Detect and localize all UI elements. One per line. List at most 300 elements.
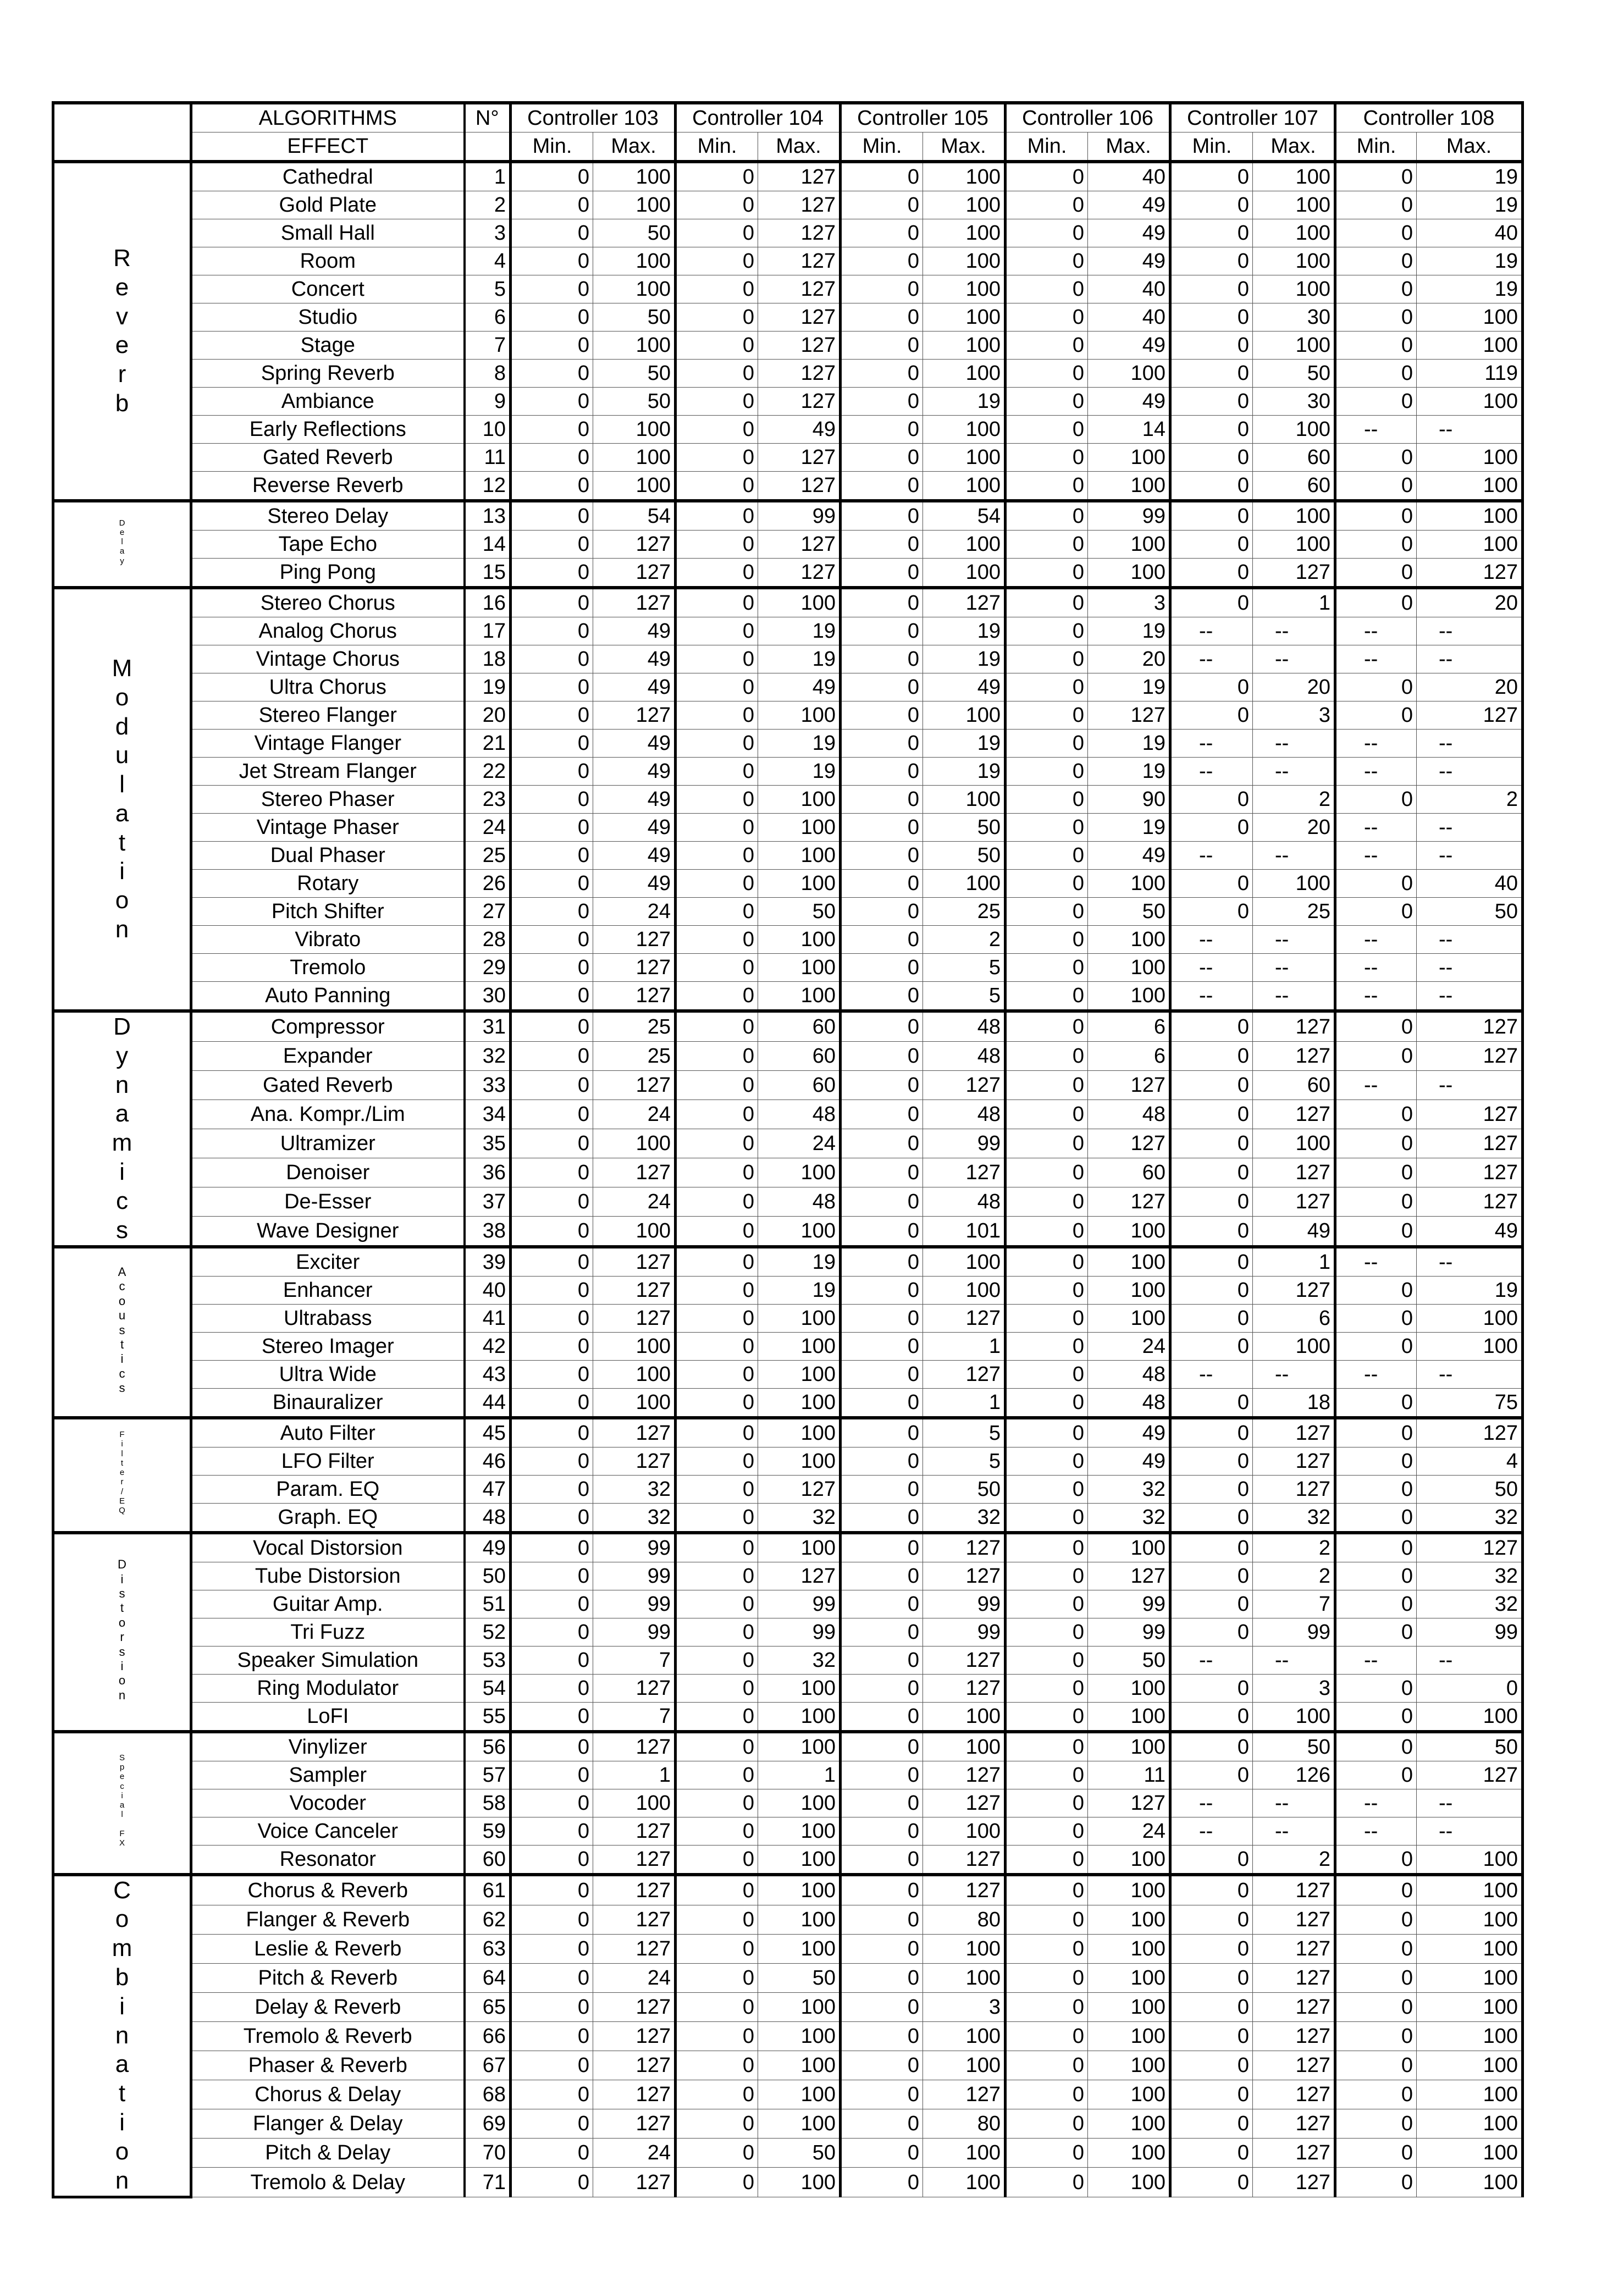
min-value-c107: 0 (1170, 2051, 1253, 2080)
min-value-c108: 0 (1335, 1099, 1417, 1129)
effect-name: Binauralizer (191, 1388, 465, 1418)
table-body (53, 162, 1523, 2197)
table-row (53, 1187, 1523, 1216)
min-value-c105: 0 (841, 303, 923, 331)
max-value-c107: 99 (1253, 1618, 1335, 1646)
max-value-c105: 127 (923, 1761, 1006, 1789)
max-value-c108: 100 (1417, 444, 1523, 472)
max-value-c107: -- (1253, 1360, 1335, 1388)
max-value-c103: 127 (593, 2168, 676, 2197)
max-value-c104: 24 (758, 1129, 841, 1158)
max-value-c108: 100 (1417, 2109, 1523, 2139)
max-value-c104: 19 (758, 1276, 841, 1304)
category-label: R e v e r b (113, 245, 131, 417)
min-value-c105: 0 (841, 1447, 923, 1475)
min-value-c108: 0 (1335, 2022, 1417, 2051)
min-value-c105: 0 (841, 2109, 923, 2139)
table-row (53, 842, 1523, 870)
max-value-c108: 100 (1417, 501, 1523, 531)
table-row (53, 1817, 1523, 1845)
max-value-c105: 100 (923, 1702, 1006, 1732)
category-label: D i s t o r s i o n (118, 1557, 126, 1702)
min-value-c108: 0 (1335, 1934, 1417, 1963)
max-value-c104: 49 (758, 673, 841, 701)
min-value-c104: 0 (676, 1845, 758, 1875)
max-value-c107: 30 (1253, 388, 1335, 416)
max-value-c105: 127 (923, 1875, 1006, 1905)
category-cell (53, 162, 191, 501)
effect-name: De-Esser (191, 1187, 465, 1216)
max-value-c108: 100 (1417, 1875, 1523, 1905)
max-value-c104: 100 (758, 1934, 841, 1963)
effect-name: LFO Filter (191, 1447, 465, 1475)
min-value-c104: 0 (676, 219, 758, 247)
min-value-c108: 0 (1335, 1562, 1417, 1590)
effect-name: Stereo Chorus (191, 588, 465, 617)
min-value-c106: 0 (1006, 1475, 1088, 1503)
effect-name: Reverse Reverb (191, 472, 465, 501)
min-value-c107: 0 (1170, 1618, 1253, 1646)
min-value-c108: 0 (1335, 1276, 1417, 1304)
max-value-c107: -- (1253, 730, 1335, 758)
max-value-c106: 50 (1088, 1646, 1170, 1674)
max-value-c103: 24 (593, 898, 676, 926)
min-value-c104: 0 (676, 1646, 758, 1674)
corner-cell (53, 103, 191, 162)
min-value-c107: 0 (1170, 331, 1253, 360)
max-value-c106: 100 (1088, 1875, 1170, 1905)
effect-number: 27 (465, 898, 511, 926)
table-row (53, 2022, 1523, 2051)
min-value-c106: 0 (1006, 842, 1088, 870)
effect-name: Pitch & Reverb (191, 1963, 465, 1992)
effect-name: Chorus & Reverb (191, 1875, 465, 1905)
min-value-c105: 0 (841, 1011, 923, 1042)
effect-name: Delay & Reverb (191, 1992, 465, 2021)
effect-name: Auto Filter (191, 1418, 465, 1447)
min-value-c105: 0 (841, 842, 923, 870)
min-value-c106: 0 (1006, 275, 1088, 303)
max-value-c106: 127 (1088, 1562, 1170, 1590)
max-value-c107: 100 (1253, 1332, 1335, 1360)
min-value-c107: -- (1170, 617, 1253, 645)
min-value-c108: -- (1335, 1247, 1417, 1277)
max-value-c108: -- (1417, 1817, 1523, 1845)
max-value-c108: 127 (1417, 1158, 1523, 1187)
effect-header: EFFECT (191, 132, 465, 162)
max-value-c103: 127 (593, 926, 676, 954)
min-value-c105: 0 (841, 645, 923, 673)
max-value-c104: 127 (758, 219, 841, 247)
min-value-c108: 0 (1335, 870, 1417, 898)
min-value-c106: 0 (1006, 360, 1088, 388)
min-value-c103: 0 (511, 1418, 593, 1447)
min-value-c104: 0 (676, 303, 758, 331)
min-value-c104: 0 (676, 2168, 758, 2197)
max-value-c106: 100 (1088, 1533, 1170, 1562)
max-value-c105: 5 (923, 954, 1006, 982)
min-value-c106: 0 (1006, 954, 1088, 982)
min-value-c106: 0 (1006, 1360, 1088, 1388)
min-value-c106: 0 (1006, 1304, 1088, 1332)
effect-number: 2 (465, 191, 511, 219)
min-value-c107: 0 (1170, 701, 1253, 730)
min-value-c104: 0 (676, 1388, 758, 1418)
min-value-c104: 0 (676, 1187, 758, 1216)
effect-name: Ultra Wide (191, 1360, 465, 1388)
effect-number: 50 (465, 1562, 511, 1590)
max-value-c106: 24 (1088, 1817, 1170, 1845)
table-row (53, 219, 1523, 247)
max-value-c105: 50 (923, 1475, 1006, 1503)
min-value-c104: 0 (676, 1216, 758, 1247)
effect-number: 25 (465, 842, 511, 870)
effect-name: Tremolo (191, 954, 465, 982)
max-value-c106: 100 (1088, 1963, 1170, 1992)
min-value-c108: 0 (1335, 701, 1417, 730)
max-value-c105: 100 (923, 870, 1006, 898)
max-value-c106: 19 (1088, 814, 1170, 842)
min-value-c103: 0 (511, 1304, 593, 1332)
min-value-c107: 0 (1170, 1475, 1253, 1503)
max-value-c105: 100 (923, 191, 1006, 219)
max-value-c106: 100 (1088, 1905, 1170, 1934)
max-value-c105: 101 (923, 1216, 1006, 1247)
effect-name: Graph. EQ (191, 1503, 465, 1533)
max-value-c103: 127 (593, 1418, 676, 1447)
min-value-c103: 0 (511, 501, 593, 531)
max-value-c106: 127 (1088, 1070, 1170, 1099)
table-row (53, 559, 1523, 588)
min-value-c108: 0 (1335, 501, 1417, 531)
effect-number: 45 (465, 1418, 511, 1447)
min-value-c107: 0 (1170, 814, 1253, 842)
max-value-c106: 100 (1088, 1304, 1170, 1332)
max-value-c105: 100 (923, 531, 1006, 559)
min-value-c108: -- (1335, 926, 1417, 954)
min-value-c103: 0 (511, 786, 593, 814)
max-value-c106: 40 (1088, 162, 1170, 191)
max-value-c107: 2 (1253, 1562, 1335, 1590)
max-value-c104: 100 (758, 1447, 841, 1475)
max-value-c107: 32 (1253, 1503, 1335, 1533)
min-value-c108: -- (1335, 842, 1417, 870)
effect-name: Chorus & Delay (191, 2080, 465, 2109)
max-value-c105: 127 (923, 1646, 1006, 1674)
min-value-c105: 0 (841, 1503, 923, 1533)
min-value-c104: 0 (676, 444, 758, 472)
max-value-c106: 49 (1088, 1447, 1170, 1475)
min-value-c106: 0 (1006, 2139, 1088, 2168)
min-value-c107: 0 (1170, 1304, 1253, 1332)
max-value-c107: -- (1253, 1789, 1335, 1817)
effect-name: Leslie & Reverb (191, 1934, 465, 1963)
min-value-c108: 0 (1335, 1158, 1417, 1187)
max-value-c105: 100 (923, 2051, 1006, 2080)
max-value-c104: 19 (758, 645, 841, 673)
effect-number: 26 (465, 870, 511, 898)
min-value-c103: 0 (511, 275, 593, 303)
min-value-c103: 0 (511, 1099, 593, 1129)
effect-name: Gold Plate (191, 191, 465, 219)
min-value-c104: 0 (676, 730, 758, 758)
min-value-c108: 0 (1335, 673, 1417, 701)
max-value-c106: 100 (1088, 870, 1170, 898)
min-value-c107: 0 (1170, 360, 1253, 388)
table-row (53, 814, 1523, 842)
min-header: Min. (1170, 132, 1253, 162)
max-value-c107: 100 (1253, 247, 1335, 275)
effect-number: 28 (465, 926, 511, 954)
min-value-c106: 0 (1006, 1042, 1088, 1071)
effect-number: 24 (465, 814, 511, 842)
min-value-c103: 0 (511, 1533, 593, 1562)
min-value-c106: 0 (1006, 559, 1088, 588)
min-value-c104: 0 (676, 1360, 758, 1388)
min-value-c106: 0 (1006, 1674, 1088, 1702)
max-value-c106: 60 (1088, 1158, 1170, 1187)
effect-number: 29 (465, 954, 511, 982)
max-value-c103: 24 (593, 2139, 676, 2168)
min-value-c106: 0 (1006, 1158, 1088, 1187)
table-row (53, 1447, 1523, 1475)
min-value-c108: 0 (1335, 1761, 1417, 1789)
min-value-c104: 0 (676, 954, 758, 982)
min-value-c104: 0 (676, 1011, 758, 1042)
category-label: C o m b i n a t i o n (112, 1876, 132, 2194)
effect-number: 58 (465, 1789, 511, 1817)
min-value-c107: -- (1170, 926, 1253, 954)
min-value-c105: 0 (841, 388, 923, 416)
effect-name: Flanger & Delay (191, 2109, 465, 2139)
effect-name: Ultra Chorus (191, 673, 465, 701)
effect-name: Vocal Distorsion (191, 1533, 465, 1562)
table-row (53, 1992, 1523, 2021)
max-value-c105: 127 (923, 1360, 1006, 1388)
table-row (53, 898, 1523, 926)
min-value-c104: 0 (676, 1674, 758, 1702)
effect-number: 71 (465, 2168, 511, 2197)
effect-name: Vintage Phaser (191, 814, 465, 842)
max-value-c107: 100 (1253, 870, 1335, 898)
min-value-c106: 0 (1006, 1590, 1088, 1618)
category-label: A c o u s t i c s (118, 1265, 126, 1395)
max-value-c107: 100 (1253, 501, 1335, 531)
max-value-c106: 11 (1088, 1761, 1170, 1789)
min-value-c106: 0 (1006, 1761, 1088, 1789)
max-value-c107: 3 (1253, 701, 1335, 730)
min-value-c105: 0 (841, 1646, 923, 1674)
min-value-c104: 0 (676, 1332, 758, 1360)
min-value-c105: 0 (841, 1042, 923, 1071)
max-value-c105: 100 (923, 303, 1006, 331)
min-value-c105: 0 (841, 730, 923, 758)
max-value-c107: 127 (1253, 2022, 1335, 2051)
min-value-c107: 0 (1170, 1216, 1253, 1247)
min-value-c106: 0 (1006, 1011, 1088, 1042)
max-value-c107: 100 (1253, 162, 1335, 191)
min-value-c103: 0 (511, 870, 593, 898)
table-row (53, 701, 1523, 730)
effect-name: Stereo Phaser (191, 786, 465, 814)
table-row (53, 1963, 1523, 1992)
min-value-c107: 0 (1170, 1503, 1253, 1533)
table-row (53, 531, 1523, 559)
min-value-c107: 0 (1170, 275, 1253, 303)
max-value-c108: 4 (1417, 1447, 1523, 1475)
table-row (53, 331, 1523, 360)
max-value-c105: 19 (923, 617, 1006, 645)
max-value-c107: 2 (1253, 1533, 1335, 1562)
min-value-c108: 0 (1335, 1702, 1417, 1732)
max-value-c104: 60 (758, 1011, 841, 1042)
max-value-c106: 49 (1088, 219, 1170, 247)
max-value-c105: 100 (923, 444, 1006, 472)
min-value-c103: 0 (511, 701, 593, 730)
min-value-c108: 0 (1335, 1905, 1417, 1934)
effect-number: 36 (465, 1158, 511, 1187)
effect-name: Denoiser (191, 1158, 465, 1187)
max-value-c107: 100 (1253, 1129, 1335, 1158)
min-value-c103: 0 (511, 1332, 593, 1360)
min-value-c107: 0 (1170, 1875, 1253, 1905)
effect-name: Vocoder (191, 1789, 465, 1817)
max-value-c104: 100 (758, 1360, 841, 1388)
max-value-c108: 0 (1417, 1674, 1523, 1702)
effect-number: 61 (465, 1875, 511, 1905)
max-header: Max. (923, 132, 1006, 162)
effect-name: Stage (191, 331, 465, 360)
max-value-c106: 49 (1088, 1418, 1170, 1447)
category-label: D y n a m i c s (112, 1013, 132, 1244)
max-value-c108: 50 (1417, 898, 1523, 926)
max-value-c105: 25 (923, 898, 1006, 926)
max-value-c105: 99 (923, 1129, 1006, 1158)
min-value-c106: 0 (1006, 219, 1088, 247)
category-label: D e l a y (119, 518, 125, 566)
max-value-c106: 127 (1088, 1789, 1170, 1817)
table-row (53, 673, 1523, 701)
max-value-c108: -- (1417, 1646, 1523, 1674)
max-value-c103: 7 (593, 1702, 676, 1732)
max-value-c106: 19 (1088, 673, 1170, 701)
max-value-c108: 100 (1417, 2051, 1523, 2080)
max-value-c108: 127 (1417, 1533, 1523, 1562)
min-value-c103: 0 (511, 2022, 593, 2051)
min-value-c104: 0 (676, 275, 758, 303)
table-row (53, 247, 1523, 275)
min-value-c108: 0 (1335, 786, 1417, 814)
table-row (53, 1388, 1523, 1418)
max-value-c108: -- (1417, 1360, 1523, 1388)
min-value-c103: 0 (511, 416, 593, 444)
max-value-c106: 100 (1088, 2109, 1170, 2139)
min-value-c107: -- (1170, 1360, 1253, 1388)
max-value-c107: 127 (1253, 1418, 1335, 1447)
table-row (53, 1702, 1523, 1732)
min-value-c104: 0 (676, 814, 758, 842)
min-value-c103: 0 (511, 1447, 593, 1475)
max-value-c103: 100 (593, 444, 676, 472)
min-value-c108: 0 (1335, 2080, 1417, 2109)
max-value-c106: 40 (1088, 303, 1170, 331)
min-value-c105: 0 (841, 814, 923, 842)
max-value-c105: 127 (923, 1070, 1006, 1099)
table-row (53, 617, 1523, 645)
max-value-c103: 100 (593, 247, 676, 275)
min-value-c108: 0 (1335, 1129, 1417, 1158)
max-value-c105: 100 (923, 786, 1006, 814)
min-value-c107: 0 (1170, 1187, 1253, 1216)
effect-name: Stereo Delay (191, 501, 465, 531)
max-value-c106: 99 (1088, 1618, 1170, 1646)
min-value-c107: 0 (1170, 1158, 1253, 1187)
max-value-c104: 99 (758, 501, 841, 531)
effect-name: Ana. Kompr./Lim (191, 1099, 465, 1129)
table-row (53, 1129, 1523, 1158)
effect-name: Pitch Shifter (191, 898, 465, 926)
min-value-c105: 0 (841, 1992, 923, 2021)
effect-number: 57 (465, 1761, 511, 1789)
table-row (53, 501, 1523, 531)
min-value-c106: 0 (1006, 617, 1088, 645)
min-value-c108: -- (1335, 1789, 1417, 1817)
table-row (53, 786, 1523, 814)
min-value-c108: 0 (1335, 898, 1417, 926)
effect-name: Stereo Imager (191, 1332, 465, 1360)
max-value-c108: 19 (1417, 191, 1523, 219)
effect-number: 4 (465, 247, 511, 275)
effect-number: 16 (465, 588, 511, 617)
max-value-c103: 127 (593, 1992, 676, 2021)
min-value-c104: 0 (676, 1590, 758, 1618)
max-value-c106: 127 (1088, 1129, 1170, 1158)
max-value-c106: 19 (1088, 617, 1170, 645)
table-row (53, 444, 1523, 472)
max-value-c105: 19 (923, 388, 1006, 416)
min-value-c103: 0 (511, 1905, 593, 1934)
effect-number: 60 (465, 1845, 511, 1875)
min-value-c105: 0 (841, 2168, 923, 2197)
max-value-c104: 127 (758, 331, 841, 360)
max-value-c108: 100 (1417, 388, 1523, 416)
min-value-c105: 0 (841, 1099, 923, 1129)
min-value-c105: 0 (841, 954, 923, 982)
min-header: Min. (1006, 132, 1088, 162)
max-value-c104: 1 (758, 1761, 841, 1789)
effect-name: Concert (191, 275, 465, 303)
max-value-c106: 49 (1088, 191, 1170, 219)
effect-name: Exciter (191, 1247, 465, 1277)
max-value-c108: -- (1417, 982, 1523, 1012)
min-value-c105: 0 (841, 444, 923, 472)
max-value-c104: 100 (758, 926, 841, 954)
max-value-c103: 50 (593, 219, 676, 247)
min-value-c103: 0 (511, 559, 593, 588)
min-value-c103: 0 (511, 162, 593, 191)
min-value-c107: 0 (1170, 1702, 1253, 1732)
max-value-c103: 99 (593, 1562, 676, 1590)
table-row (53, 870, 1523, 898)
effect-name: Auto Panning (191, 982, 465, 1012)
min-value-c107: 0 (1170, 1418, 1253, 1447)
max-value-c105: 100 (923, 331, 1006, 360)
min-value-c103: 0 (511, 1992, 593, 2021)
min-value-c103: 0 (511, 1187, 593, 1216)
min-value-c104: 0 (676, 617, 758, 645)
max-value-c106: 49 (1088, 331, 1170, 360)
min-value-c108: 0 (1335, 247, 1417, 275)
